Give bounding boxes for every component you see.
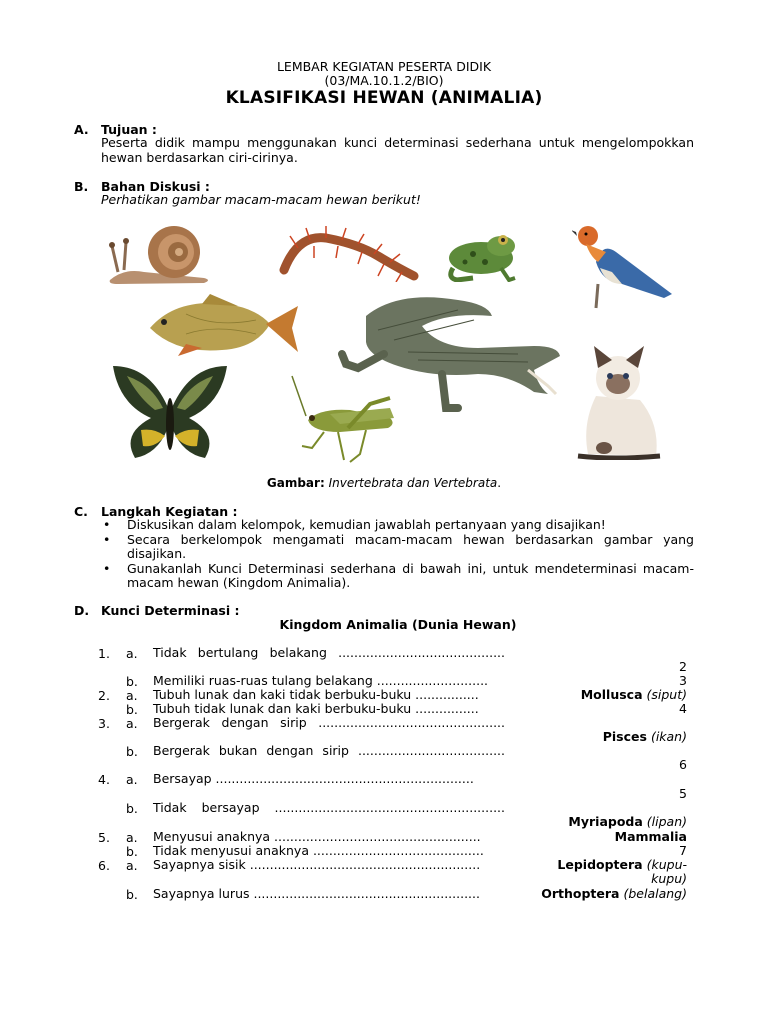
key-number: 1. (98, 646, 110, 661)
key-result: 7 (679, 843, 687, 858)
section-b-letter: B. (74, 179, 89, 194)
key-result (517, 688, 687, 702)
key-text: Bergerak bukan dengan sirip ..................................... (153, 743, 505, 758)
header-line-2: (03/MA.10.1.2/BIO) (324, 73, 444, 88)
key-result (517, 887, 687, 901)
common-name: (kupu-kupu) (646, 857, 687, 887)
section-b-title: Bahan Diskusi : (101, 179, 210, 194)
key-number: 2. (98, 688, 110, 703)
key-text: Sayapnya sisik .......................................................... (153, 857, 481, 872)
caption-end: . (497, 476, 502, 490)
key-letter: b. (126, 844, 138, 859)
key-letter: b. (126, 702, 138, 717)
key-result: 3 (679, 673, 687, 688)
key-number: 5. (98, 830, 110, 845)
key-letter: a. (126, 772, 138, 787)
bullet: • (103, 517, 111, 532)
taxon-name: Orthoptera (541, 886, 620, 901)
butterfly-image (111, 364, 229, 462)
key-letter: b. (126, 801, 138, 816)
caption-text: Invertebrata dan Vertebrata (328, 476, 498, 490)
caption-label: Gambar: (266, 476, 325, 490)
key-number: 3. (98, 716, 110, 731)
key-result (537, 858, 687, 886)
section-d-letter: D. (74, 603, 90, 618)
taxon-name: Mollusca (580, 687, 643, 702)
key-letter: a. (126, 830, 138, 845)
key-result (517, 730, 687, 744)
list-item (101, 518, 694, 533)
key-result: 2 (679, 659, 687, 674)
grasshopper-image (290, 374, 400, 466)
key-letter: a. (126, 688, 138, 703)
key-result: 4 (679, 701, 687, 716)
taxon-name: Lepidoptera (557, 857, 643, 872)
section-d-title: Kunci Determinasi : (101, 603, 240, 618)
common-name: (siput) (646, 687, 687, 702)
key-text: Tubuh lunak dan kaki tidak berbuku-buku ................ (153, 687, 479, 702)
page-title: KLASIFIKASI HEWAN (ANIMALIA) (225, 88, 543, 108)
key-text: Memiliki ruas-ruas tulang belakang ............................ (153, 673, 489, 688)
section-b-text: Perhatikan gambar macam-macam hewan berikut! (101, 192, 421, 207)
steps-list (101, 518, 694, 591)
step-text: Secara berkelompok mengamati macam-macam hewan berdasarkan gambar yang disajikan. (127, 531, 694, 561)
centipede-image (278, 226, 420, 282)
section-a-text: Peserta didik mampu menggunakan kunci determinasi sederhana untuk mengelompokkan hewan berdasarkan ciri-cirinya. (101, 135, 694, 165)
key-text: Tubuh tidak lunak dan kaki berbuku-buku ................ (153, 701, 479, 716)
key-text: Tidak bersayap .......................................................... (153, 800, 505, 815)
section-a-title: Tujuan : (101, 122, 157, 137)
snail-image (104, 220, 216, 286)
key-result: 5 (679, 786, 687, 801)
taxon-name: Mammalia (614, 829, 687, 844)
key-text: Tidak bertulang belakang .......................................... (153, 645, 505, 660)
frog-image (443, 228, 523, 282)
key-text: Menyusui anaknya .................................................... (153, 829, 481, 844)
key-result: 6 (679, 757, 687, 772)
figure-caption (0, 476, 768, 490)
list-item (101, 533, 694, 562)
list-item (101, 562, 694, 591)
key-result (517, 815, 687, 829)
key-number: 4. (98, 772, 110, 787)
common-name: (ikan) (650, 729, 687, 744)
section-c-title: Langkah Kegiatan : (101, 504, 238, 519)
key-number: 6. (98, 858, 110, 873)
bird-image (572, 222, 674, 314)
section-a-letter: A. (74, 122, 89, 137)
key-subtitle: Kingdom Animalia (Dunia Hewan) (279, 617, 517, 632)
key-letter: b. (126, 674, 138, 689)
key-letter: b. (126, 744, 138, 759)
step-text: Gunakanlah Kunci Determinasi sederhana di bawah ini, untuk mendeterminasi macam-macam hewan (Kingdom Animalia). (127, 560, 694, 590)
common-name: (lipan) (646, 814, 687, 829)
fish-image (146, 294, 300, 360)
bullet: • (103, 531, 111, 547)
taxon-name: Pisces (602, 729, 647, 744)
key-text: Sayapnya lurus ......................................................... (153, 886, 480, 901)
bullet: • (103, 560, 111, 576)
taxon-name: Myriapoda (568, 814, 643, 829)
key-letter: a. (126, 858, 138, 873)
key-text: Bersayap ................................................................. (153, 771, 474, 786)
cat-image (574, 344, 664, 460)
step-text: Diskusikan dalam kelompok, kemudian jawablah pertanyaan yang disajikan! (127, 517, 606, 532)
key-text: Bergerak dengan sirip ............................................... (153, 715, 505, 730)
common-name: (belalang) (623, 886, 687, 901)
key-letter: a. (126, 716, 138, 731)
key-result (517, 830, 687, 844)
header-line-1: LEMBAR KEGIATAN PESERTA DIDIK (276, 59, 492, 74)
key-letter: b. (126, 887, 138, 902)
key-text: Tidak menyusui anaknya ........................................... (153, 843, 484, 858)
key-letter: a. (126, 646, 138, 661)
section-c-letter: C. (74, 504, 88, 519)
